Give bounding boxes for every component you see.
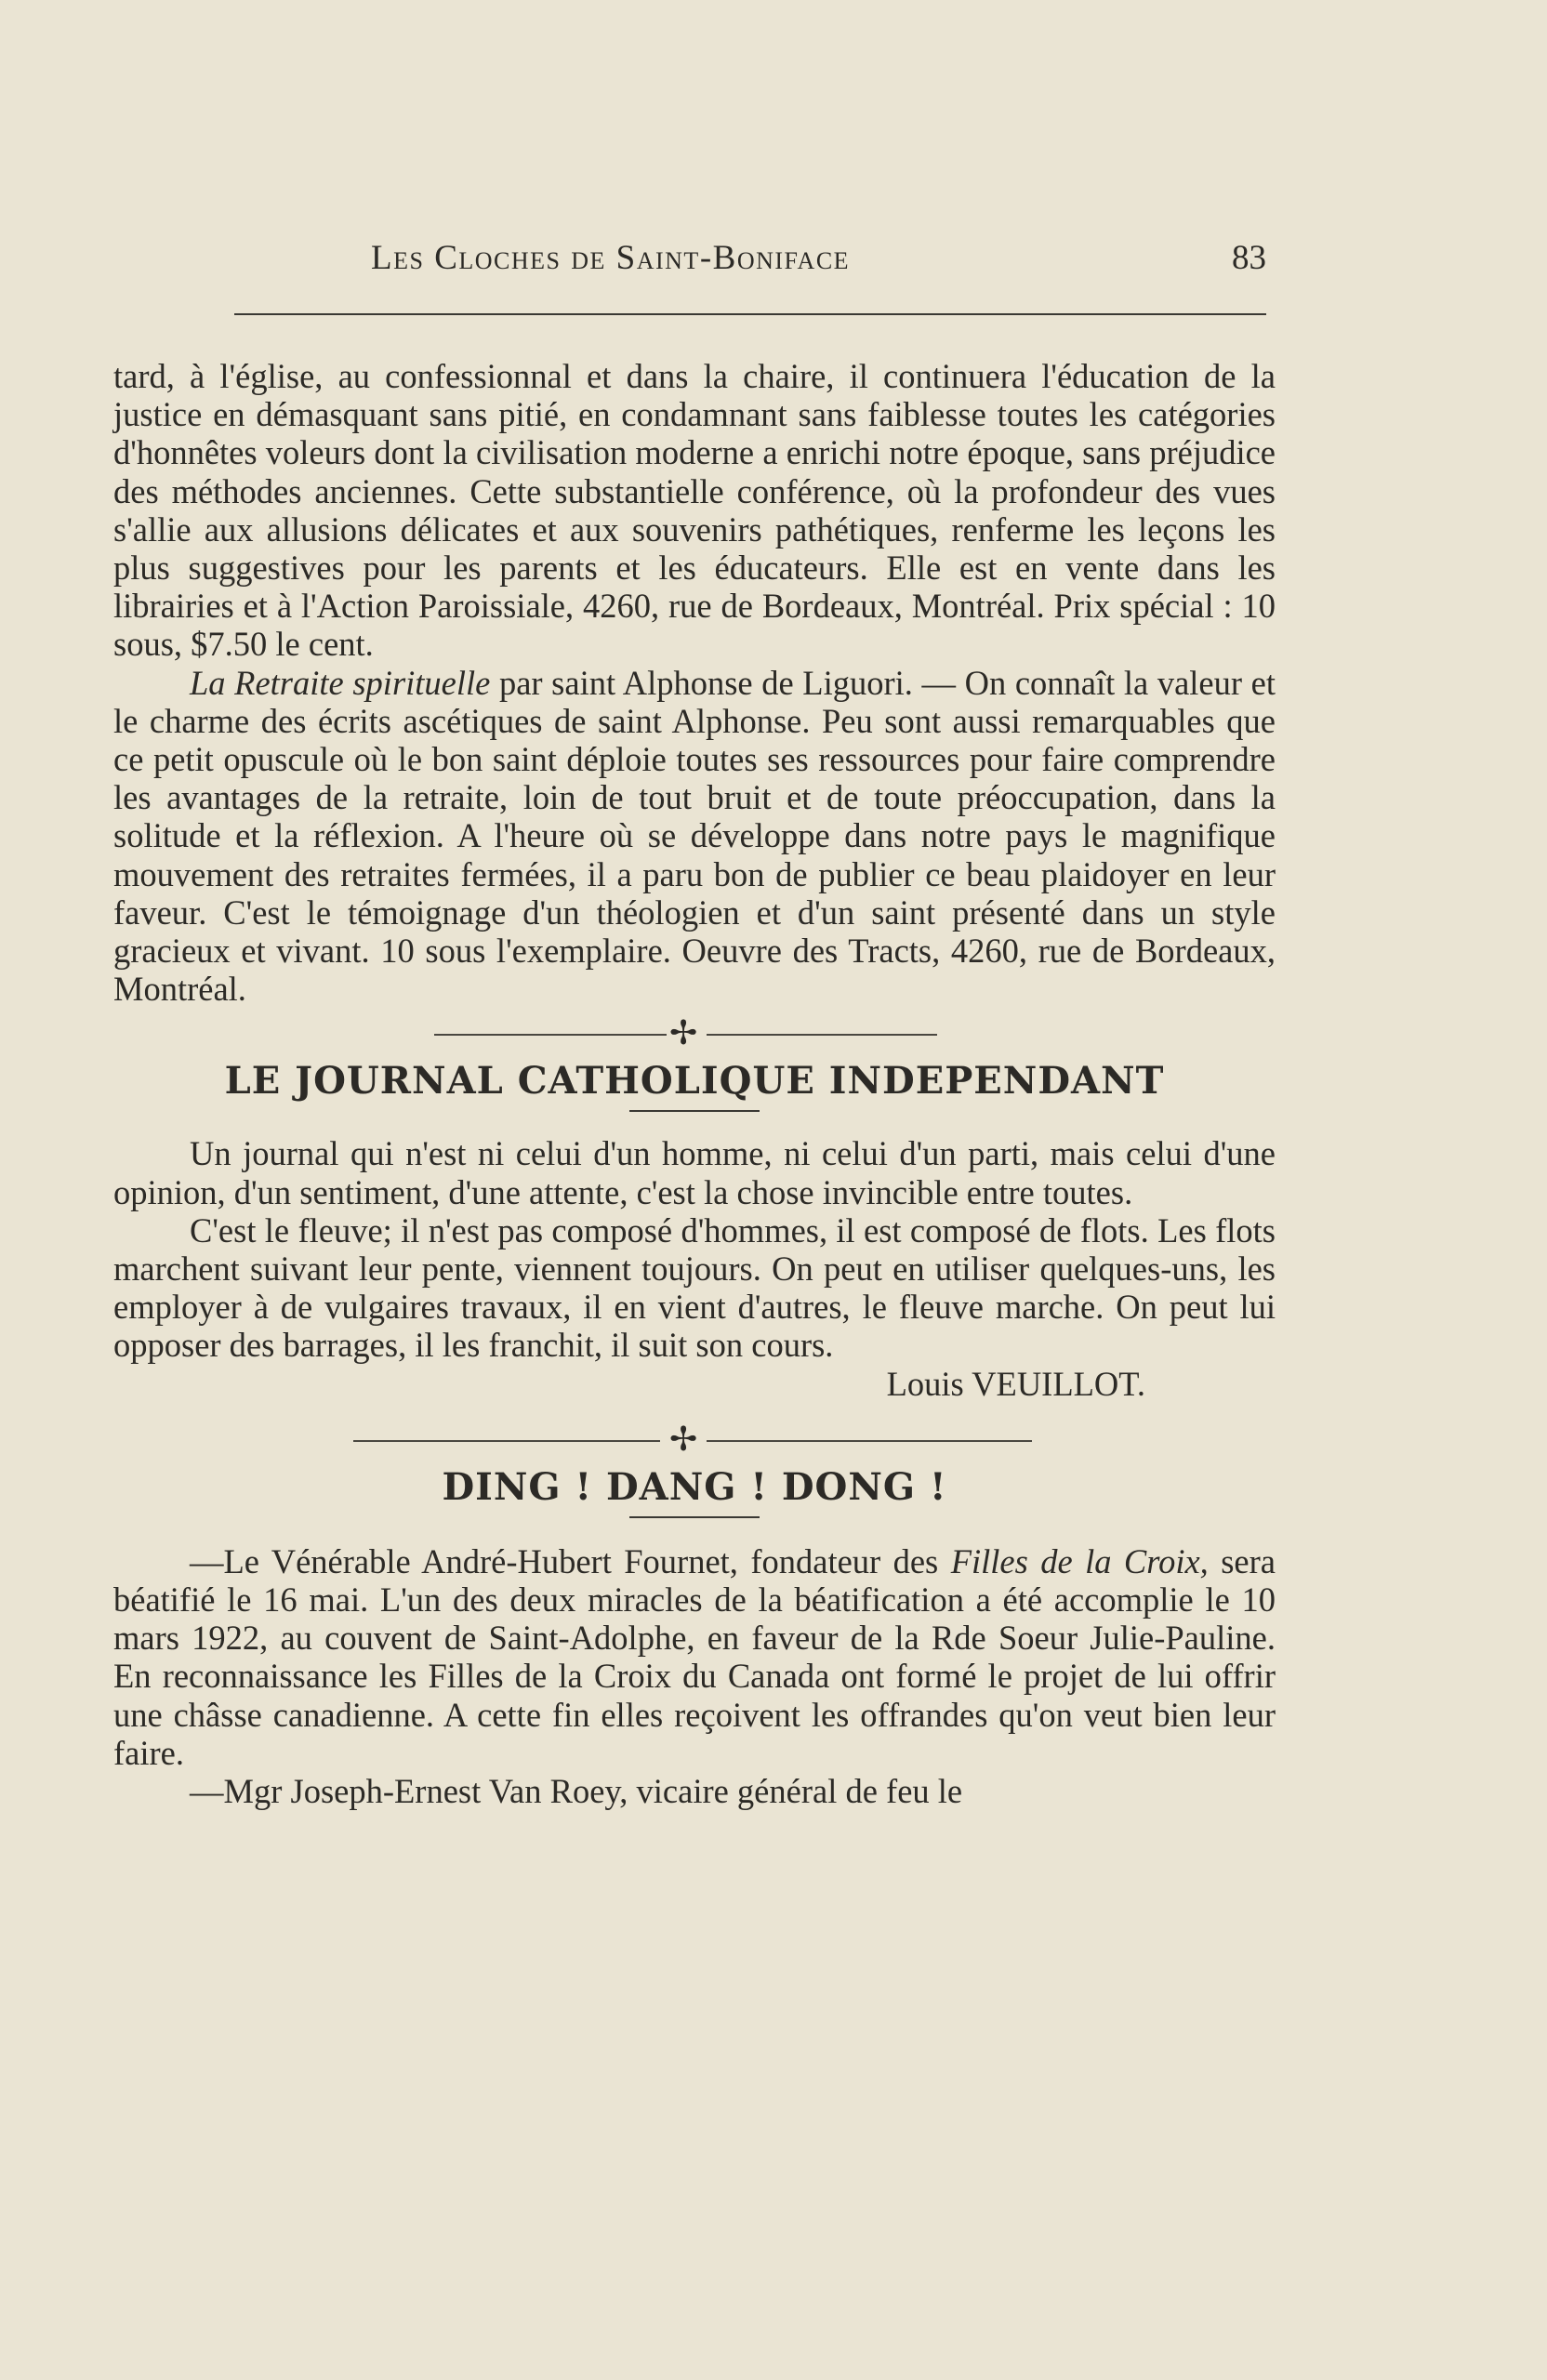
- ding-paragraph-2: —Mgr Joseph-Ernest Van Roey, vicaire général de feu le: [190, 1772, 963, 1811]
- journal-paragraph-1: Un journal qui n'est ni celui d'un homme, ni celui d'un parti, mais celui d'une opinion, d'un sentiment, d'une attente, c'est la chose invincible entre toutes.: [113, 1134, 1276, 1211]
- journal-paragraph-2: C'est le fleuve; il n'est pas composé d'hommes, il est composé de flots. Les flots marchent suivant leur pente, viennent toujours. On peut en utiliser quelques-uns, les employer à de vulgaires travaux, il en vient d'autres, le fleuve marche. On peut lui opposer des barrages, il les franchit, il suit son cours.: [113, 1210, 1276, 1365]
- cross-ornament-icon: ✢: [669, 1420, 698, 1459]
- intro-paragraph-2: [113, 664, 1276, 1009]
- journal-title-rule: [629, 1110, 760, 1112]
- running-title: Les Cloches de Saint-Boniface: [371, 239, 851, 277]
- page-number: 83: [1232, 239, 1266, 277]
- running-head: [234, 238, 1266, 294]
- separator-line-left: [353, 1440, 660, 1442]
- separator-line-right: [707, 1034, 937, 1036]
- journal-signature: Louis VEUILLOT.: [886, 1364, 1145, 1403]
- cross-ornament-icon: ✢: [669, 1014, 698, 1053]
- intro-paragraph-2-text: par saint Alphonse de Liguori. — On connaît la valeur et le charme des écrits ascétiques de saint Alphonse. Peu sont aussi remarquables que ce petit opuscule où le bon saint déploie toutes ses ressources pour faire comprendre les avantages de la retraite, loin de tout bruit et de toute préoccupation, dans la solitude et la réflexion. A l'heure où se développe dans notre pays le magnifique mouvement des retraites fermées, il a paru bon de publier ce beau plaidoyer en leur faveur. C'est le témoignage d'un théologien et d'un saint présenté dans un style gracieux et vivant. 10 sous l'exemplaire. Oeuvre des Tracts, 4260, rue de Bordeaux, Montréal.: [113, 663, 1276, 1009]
- ding-paragraph-1: [113, 1542, 1276, 1772]
- ding-title-rule: [629, 1516, 760, 1518]
- ding-paragraph-1-start: —Le Vénérable André-Hubert Fournet, fondateur des: [190, 1541, 951, 1580]
- intro-paragraph-1: tard, à l'église, au confessionnal et dans la chaire, il continuera l'éducation de la justice en démasquant sans pitié, en condamnant sans faiblesse toutes les catégories d'honnêtes voleurs dont la civilisation moderne a enrichi notre époque, sans préjudice des méthodes anciennes. Cette substantielle conférence, où la profondeur des vues s'allie aux allusions délicates et aux souvenirs pathétiques, renferme les leçons les plus suggestives pour les parents et les éducateurs. Elle est en vente dans les librairies et à l'Action Paroissiale, 4260, rue de Bordeaux, Montréal. Prix spécial : 10 sous, $7.50 le cent.: [113, 357, 1276, 664]
- ding-section-title: DING ! DANG ! DONG !: [442, 1464, 947, 1509]
- page-body: [113, 357, 1276, 1810]
- journal-section-title: LE JOURNAL CATHOLIQUE INDEPENDANT: [224, 1059, 1165, 1104]
- separator-line-right: [707, 1440, 1032, 1442]
- congregation-name: Filles de la Croix,: [950, 1541, 1209, 1580]
- section-separator-1: [113, 1013, 1276, 1054]
- ding-paragraph-1-rest: sera béatifié le 16 mai. L'un des deux miracles de la béatification a été accomplie le 10 mars 1922, au couvent de Saint-Adolphe, en faveur de la Rde Soeur Julie-Pauline. En reconnaissance les Filles de la Croix du Canada ont formé le projet de lui offrir une châsse canadienne. A cette fin elles reçoivent les offrandes qu'on veut bien leur faire.: [113, 1541, 1276, 1772]
- header-rule: [234, 313, 1266, 315]
- separator-line-left: [434, 1034, 667, 1036]
- section-separator-2: [113, 1420, 1276, 1461]
- book-title-retraite: La Retraite spirituelle: [190, 663, 491, 702]
